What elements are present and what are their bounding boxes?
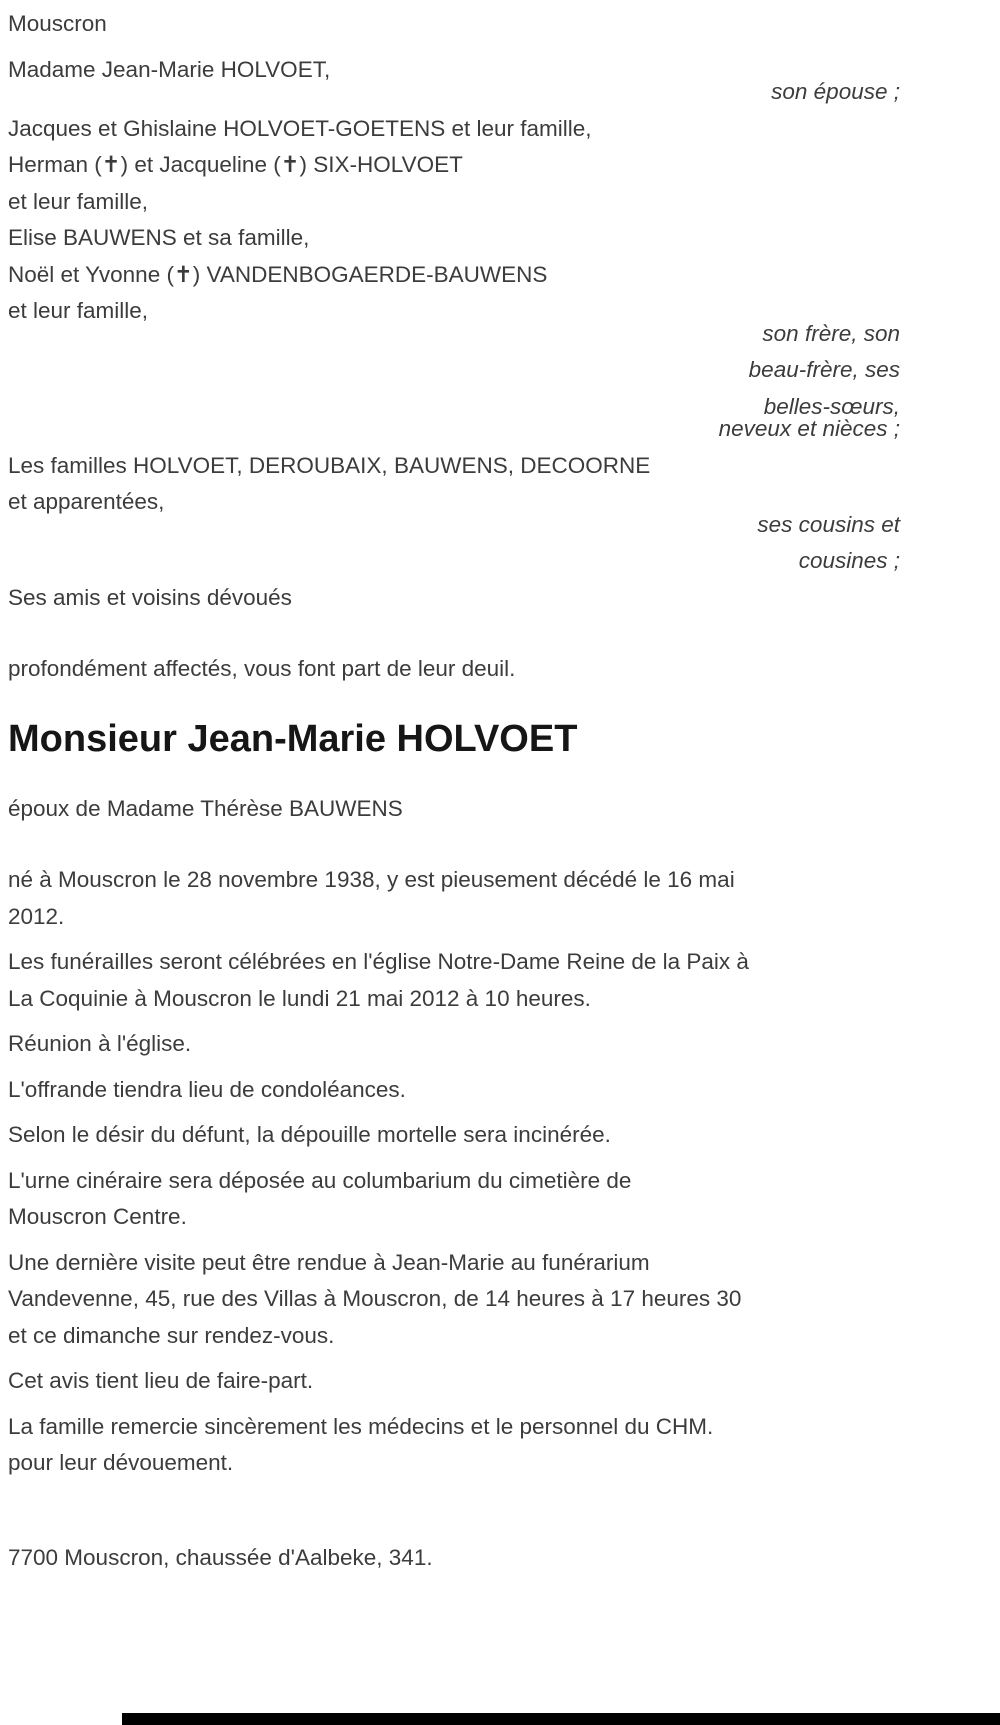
extended-family-line: Les familles HOLVOET, DEROUBAIX, BAUWENS, DECOORNE — [8, 452, 651, 478]
family-line: Herman (✝) et Jacqueline (✝) SIX-HOLVOET — [8, 152, 463, 177]
funeral-line: La Coquinie à Mouscron le lundi 21 mai 2012 à 10 heures. — [8, 985, 591, 1011]
family-relation-note: belles-sœurs, — [763, 393, 900, 419]
bottom-black-bar — [122, 1713, 1000, 1725]
remerciement-line: pour leur dévouement. — [8, 1450, 234, 1475]
visite-paragraph — [8, 1245, 900, 1355]
incineration-line: Selon le désir du défunt, la dépouille mortelle sera incinérée. — [8, 1122, 611, 1147]
extended-family-relation-note: cousines ; — [798, 548, 900, 573]
spouse-name-line: Madame Jean-Marie HOLVOET, — [8, 56, 331, 82]
visite-line: Vandevenne, 45, rue des Villas à Mouscron, de 14 heures à 17 heures 30 — [8, 1286, 742, 1311]
family-line: Jacques et Ghislaine HOLVOET-GOETENS et leur famille, — [8, 115, 592, 141]
offrande-line: L'offrande tiendra lieu de condoléances. — [8, 1076, 406, 1102]
visite-line: et ce dimanche sur rendez-vous. — [8, 1322, 335, 1348]
family-relation-note: neveux et nièces ; — [718, 416, 900, 441]
remerciement-paragraph — [8, 1409, 900, 1482]
reunion-line: Réunion à l'église. — [8, 1031, 192, 1056]
grief-line: profondément affectés, vous font part de leur deuil. — [8, 656, 516, 681]
family-relation-note: son frère, son — [762, 320, 900, 346]
birth-line: né à Mouscron le 28 novembre 1938, y est pieusement décédé le 16 mai — [8, 867, 735, 892]
urne-line: Mouscron Centre. — [8, 1204, 187, 1229]
birth-line: 2012. — [8, 903, 65, 929]
family-relations-block — [8, 316, 900, 448]
extended-family-line: et apparentées, — [8, 489, 165, 514]
extended-family-relation-note: ses cousins et — [757, 511, 900, 537]
deceased-title: Monsieur Jean-Marie HOLVOET — [8, 717, 578, 760]
family-line: Elise BAUWENS et sa famille, — [8, 225, 310, 250]
family-names-block — [8, 111, 900, 330]
family-relation-note: beau-frère, ses — [748, 357, 900, 382]
funeral-line: Les funérailles seront célébrées en l'église Notre-Dame Reine de la Paix à — [8, 949, 749, 974]
spouse-of-line: époux de Madame Thérèse BAUWENS — [8, 795, 403, 821]
spouse-relation-note: son épouse ; — [771, 79, 900, 104]
city-line: Mouscron — [8, 11, 107, 36]
avis-line: Cet avis tient lieu de faire-part. — [8, 1368, 314, 1393]
funeral-paragraph — [8, 944, 900, 1017]
address-line: 7700 Mouscron, chaussée d'Aalbeke, 341. — [8, 1544, 433, 1570]
family-line: et leur famille, — [8, 298, 149, 323]
family-line: Noël et Yvonne (✝) VANDENBOGAERDE-BAUWENS — [8, 261, 548, 287]
urne-line: L'urne cinéraire sera déposée au columbarium du cimetière de — [8, 1167, 632, 1193]
family-line: et leur famille, — [8, 188, 149, 214]
remerciement-line: La famille remercie sincèrement les médecins et le personnel du CHM. — [8, 1413, 714, 1439]
birth-paragraph — [8, 862, 900, 935]
extended-family-block — [8, 448, 900, 580]
urne-paragraph — [8, 1163, 900, 1236]
visite-line: Une dernière visite peut être rendue à Jean-Marie au funérarium — [8, 1249, 650, 1275]
friends-line: Ses amis et voisins dévoués — [8, 584, 292, 610]
